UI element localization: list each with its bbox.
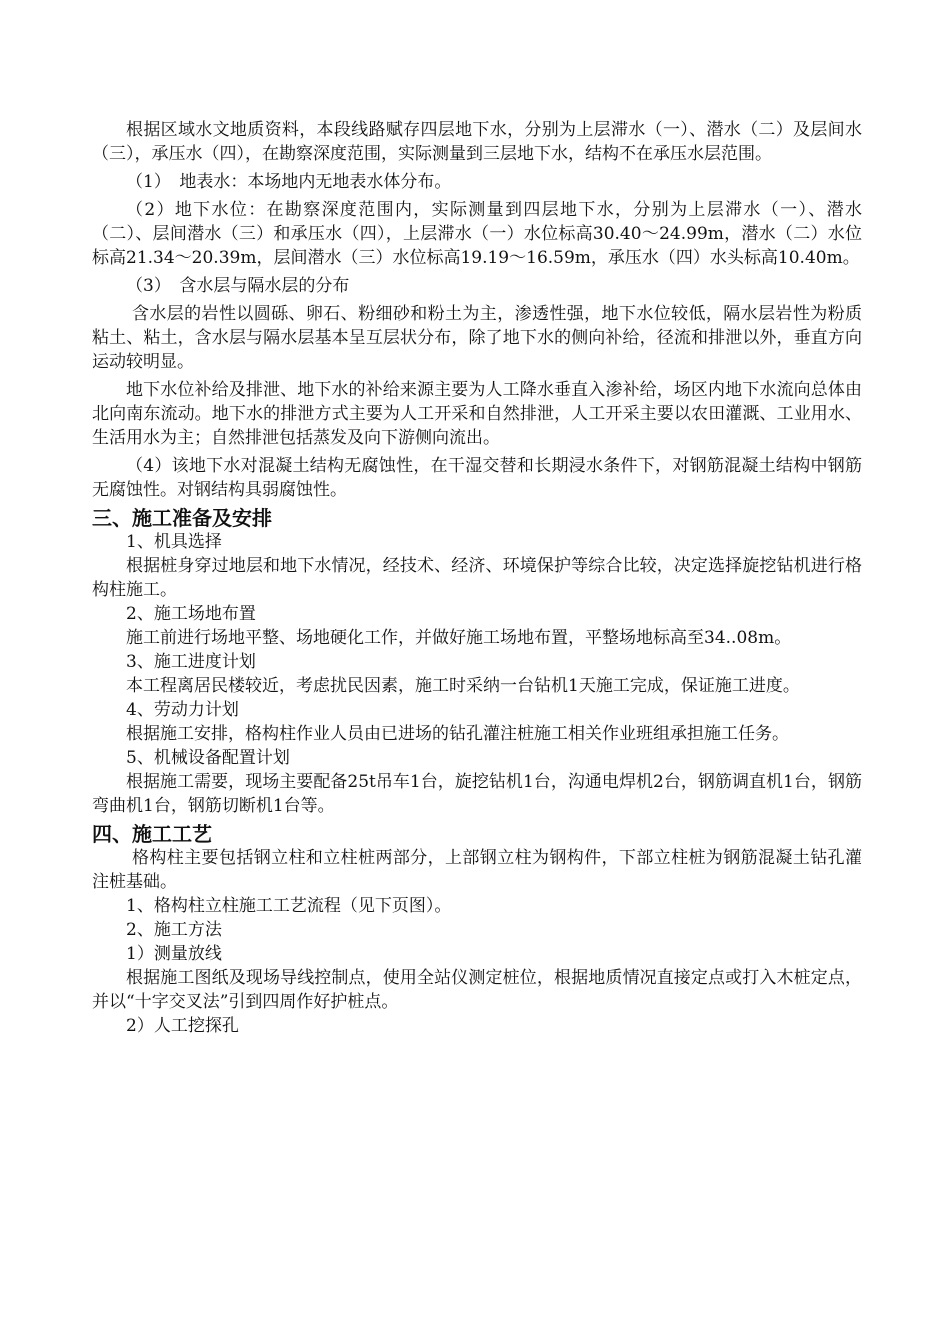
paragraph-equipment: 根据桩身穿过地层和地下水情况，经技术、经济、环境保护等综合比较，决定选择旋挖钻机进行格构柱施工。 <box>92 556 862 600</box>
paragraph-machinery: 根据施工需要，现场主要配备25t吊车1台，旋挖钻机1台，沟通电焊机2台，钢筋调直机1台，钢筋弯曲机1台，钢筋切断机1台等。 <box>92 772 862 816</box>
document-page <box>92 118 862 1038</box>
paragraph-recharge-discharge: 地下水位补给及排泄、地下水的补给来源主要为人工降水垂直入渗补给，场区内地下水流向总体由北向南东流动。地下水的排泄方式主要为人工开采和自然排泄，人工开采主要以农田灌溉、工业用水、生活用水为主；自然排泄包括蒸发及向下游侧向流出。 <box>92 380 862 448</box>
paragraph-surface-water: （1） 地表水：本场地内无地表水体分布。 <box>126 172 452 192</box>
paragraph-process-intro: 格构柱主要包括钢立柱和立柱桩两部分，上部钢立柱为钢构件，下部立柱桩为钢筋混凝土钻孔灌注桩基础。 <box>92 848 862 892</box>
subsection-title-methods: 2、施工方法 <box>126 920 222 940</box>
subsection-title-exploration-hole: 2）人工挖探孔 <box>126 1016 239 1036</box>
paragraph-schedule: 本工程离居民楼较近，考虑扰民因素，施工时采纳一台钻机1天施工完成，保证施工进度。 <box>126 676 800 696</box>
section-heading-preparation: 三、施工准备及安排 <box>92 506 272 530</box>
paragraph-aquifer-heading: （3） 含水层与隔水层的分布 <box>126 276 350 296</box>
paragraph-groundwater-overview: 根据区域水文地质资料，本段线路赋存四层地下水，分别为上层滞水（一）、潜水（二）及层间水（三），承压水（四），在勘察深度范围，实际测量到三层地下水，结构不在承压水层范围。 <box>92 120 862 164</box>
subsection-title-equipment: 1、机具选择 <box>126 532 222 552</box>
paragraph-corrosivity: （4）该地下水对混凝土结构无腐蚀性，在干湿交替和长期浸水条件下，对钢筋混凝土结构中钢筋无腐蚀性。对钢结构具弱腐蚀性。 <box>92 456 862 500</box>
paragraph-survey: 根据施工图纸及现场导线控制点，使用全站仪测定桩位，根据地质情况直接定点或打入木桩定点，并以“十字交叉法”引到四周作好护桩点。 <box>92 968 862 1012</box>
paragraph-labor: 根据施工安排，格构柱作业人员由已进场的钻孔灌注桩施工相关作业班组承担施工任务。 <box>126 724 789 744</box>
paragraph-site-layout: 施工前进行场地平整、场地硬化工作，并做好施工场地布置，平整场地标高至34..08m。 <box>126 628 792 648</box>
paragraph-groundwater-level: （2）地下水位：在勘察深度范围内，实际测量到四层地下水，分别为上层滞水（一）、潜水（二）、层间潜水（三）和承压水（四），上层滞水（一）水位标高30.40～24.99m，潜水（二）水位标高21.34～20.39m，层间潜水（三）水位标高19.19～16.59m，承压水（四）水头标高10.40m。 <box>92 200 862 268</box>
subsection-title-process-flow: 1、格构柱立柱施工工艺流程（见下页图）。 <box>126 896 452 916</box>
subsection-title-site-layout: 2、施工场地布置 <box>126 604 256 624</box>
subsection-title-machinery: 5、机械设备配置计划 <box>126 748 290 768</box>
section-heading-process: 四、施工工艺 <box>92 822 212 846</box>
subsection-title-schedule: 3、施工进度计划 <box>126 652 256 672</box>
subsection-title-survey: 1）测量放线 <box>126 944 222 964</box>
paragraph-aquifer-distribution: 含水层的岩性以圆砾、卵石、粉细砂和粉土为主，渗透性强，地下水位较低，隔水层岩性为粉质粘土、粘土，含水层与隔水层基本呈互层状分布，除了地下水的侧向补给，径流和排泄以外，垂直方向运动较明显。 <box>92 304 862 372</box>
subsection-title-labor: 4、劳动力计划 <box>126 700 239 720</box>
